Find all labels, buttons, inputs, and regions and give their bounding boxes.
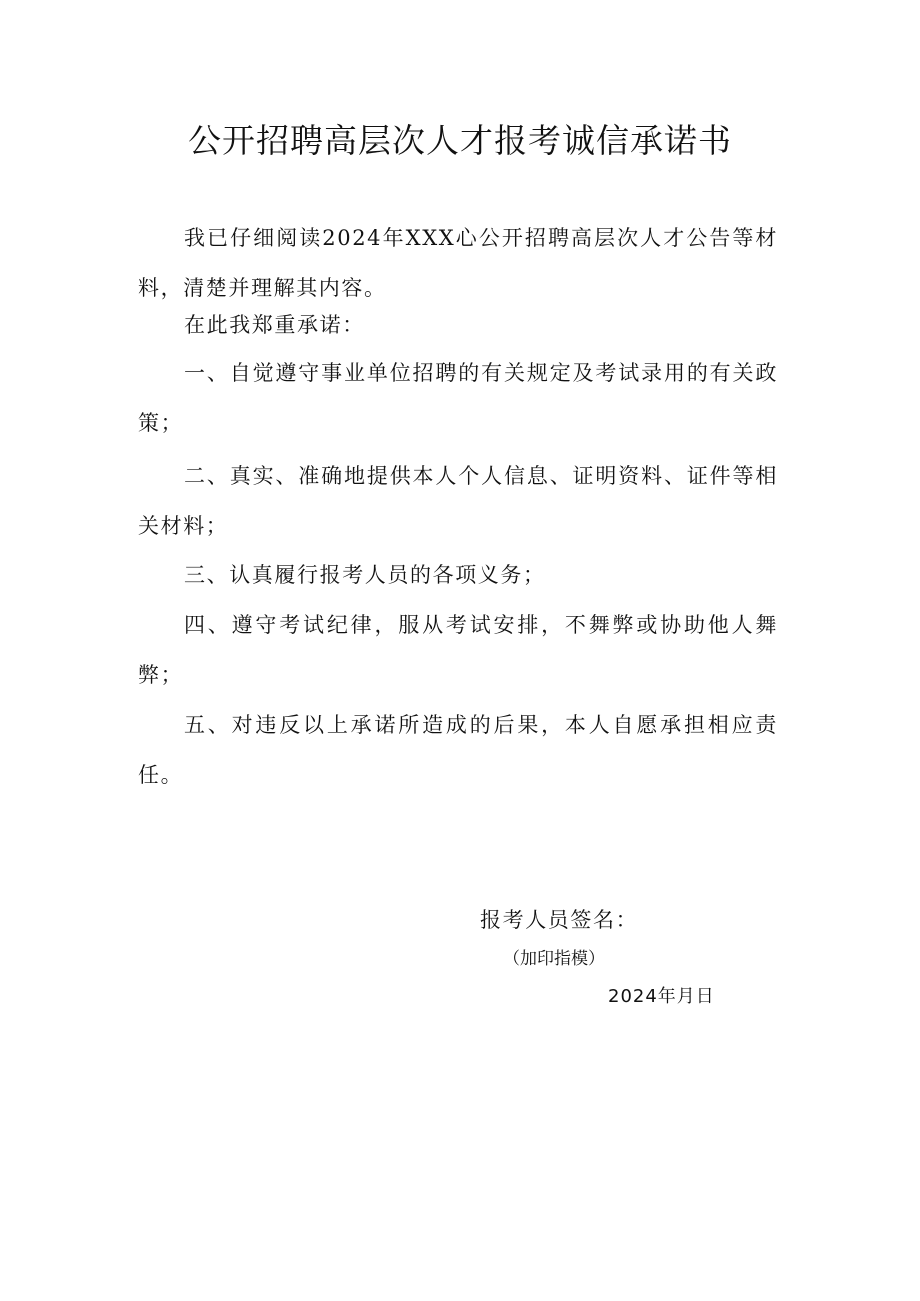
promise-item-3: 三、认真履行报考人员的各项义务； <box>184 563 546 587</box>
promise-item-5: 五、对违反以上承诺所造成的后果，本人自愿承担相应责任。 <box>138 713 778 787</box>
promise-heading: 在此我郑重承诺： <box>184 313 365 337</box>
promise-item-1: 一、自觉遵守事业单位招聘的有关规定及考试录用的有关政策； <box>138 361 778 435</box>
intro-paragraph: 我已仔细阅读2024年XXX心公开招聘高层次人才公告等材料，清楚并理解其内容。 <box>138 226 778 300</box>
promise-item-4: 四、遵守考试纪律，服从考试安排，不舞弊或协助他人舞弊； <box>138 613 778 687</box>
document-title: 公开招聘高层次人才报考诚信承诺书 <box>188 121 732 160</box>
signature-note: （加印指模） <box>503 949 605 969</box>
promise-item-2: 二、真实、准确地提供本人个人信息、证明资料、证件等相关材料； <box>138 464 778 538</box>
signature-date: 2024年月日 <box>608 986 715 1007</box>
signature-label: 报考人员签名： <box>480 908 639 932</box>
